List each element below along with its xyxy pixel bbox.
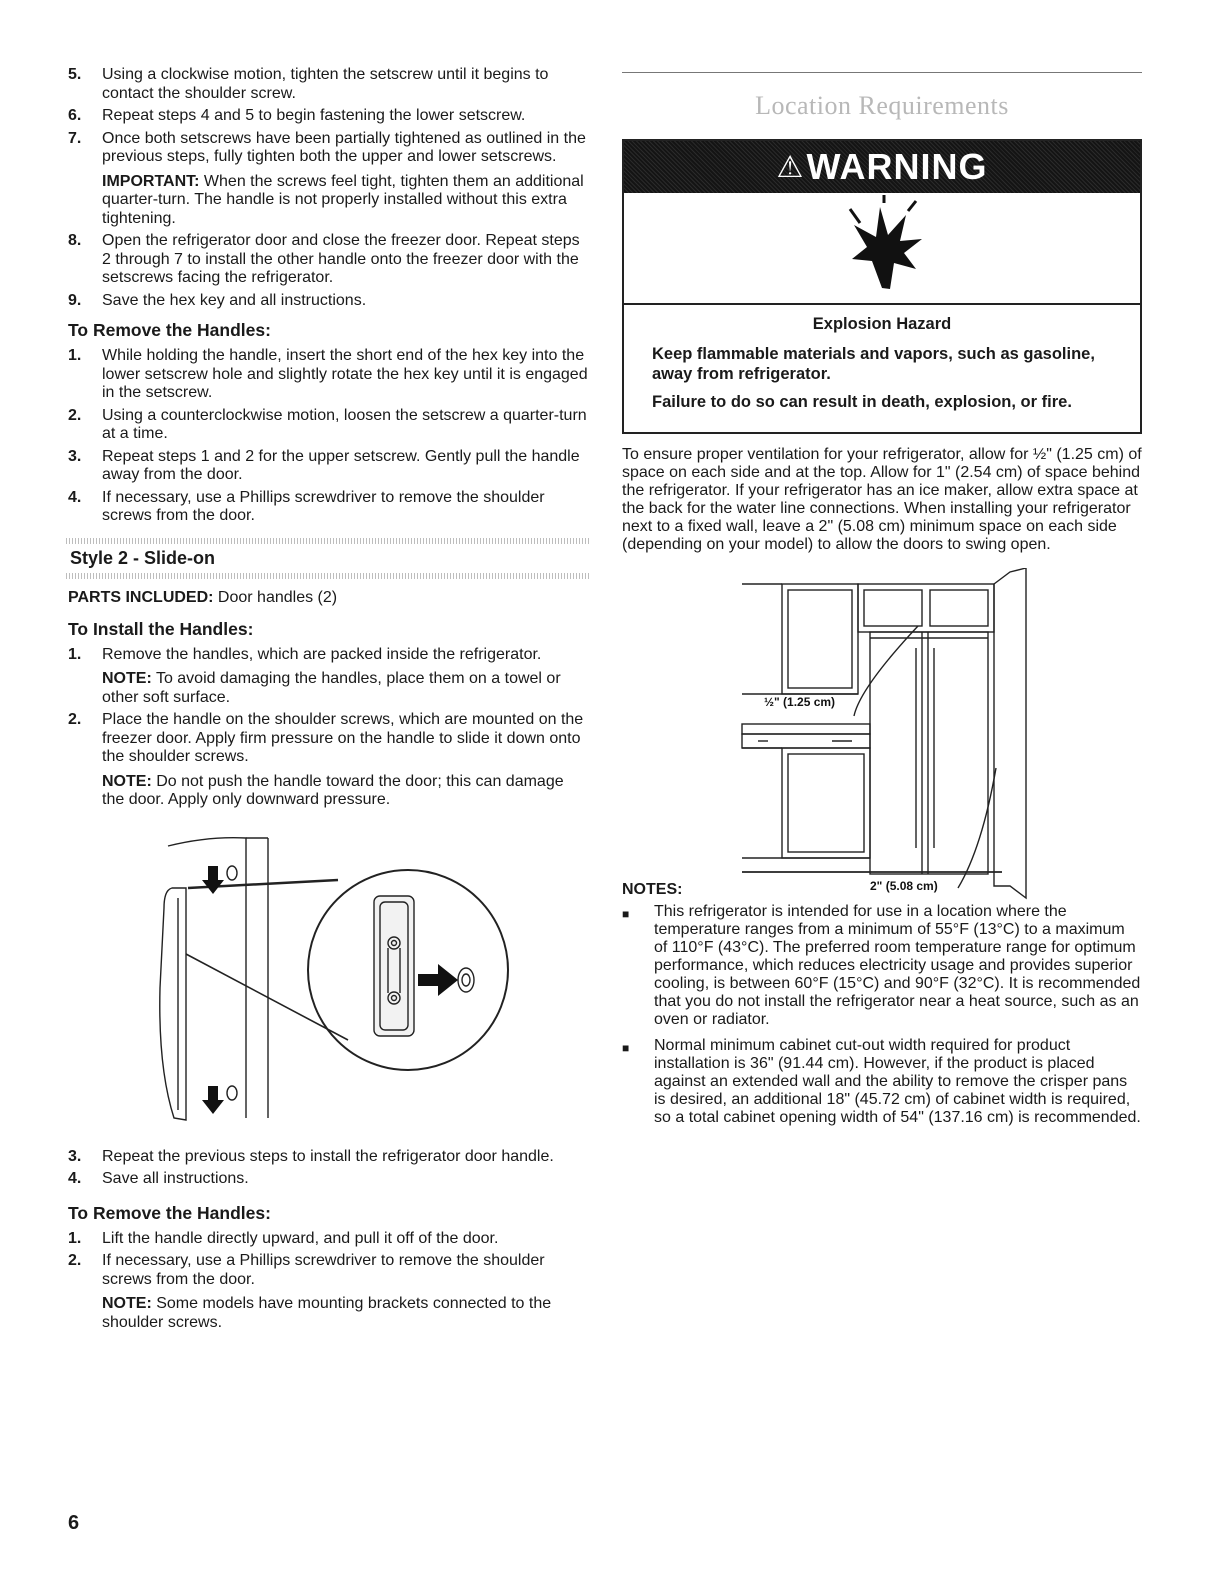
- remove-handles-list-2: [68, 1230, 588, 1333]
- remove-handles-list: [68, 347, 588, 526]
- style2-band: [66, 538, 590, 579]
- clearance-diagram-svg: [622, 568, 1142, 903]
- list-item: 1. Lift the handle directly upward, and pull it off of the door.: [68, 1229, 499, 1247]
- page-number: 6: [68, 1512, 80, 1534]
- warning-triangle-icon: ⚠: [776, 150, 805, 184]
- list-item: 9. Save the hex key and all instructions.: [68, 291, 367, 309]
- warning-line: Failure to do so can result in death, explosion, or fire.: [652, 393, 1072, 411]
- hazard-title: Explosion Hazard: [812, 315, 952, 333]
- list-item: 5. Using a clockwise motion, tighten the setscrew until it begins to contact the shoulder screw.: [68, 66, 549, 102]
- bullet-icon: ■: [622, 907, 630, 921]
- list-item: 4. If necessary, use a Phillips screwdriver to remove the shoulder screws from the door.: [68, 488, 545, 524]
- section-title: Location Requirements: [755, 91, 1009, 120]
- right-column: [622, 72, 1142, 1135]
- explosion-icon: [624, 193, 1140, 305]
- dim-label-two-inch: 2" (5.08 cm): [870, 879, 938, 893]
- list-item: 1. While holding the handle, insert the short end of the hex key into the lower setscrew hole and slightly rotate the hex key until it is engaged in the setscrew.: [68, 347, 588, 401]
- clearance-illustration: [622, 568, 1142, 903]
- dim-label-half-inch: ½" (1.25 cm): [764, 695, 836, 709]
- list-item: 3. Repeat steps 1 and 2 for the upper setscrew. Gently pull the handle away from the door.: [68, 447, 580, 483]
- warning-banner: [624, 141, 1140, 193]
- list-item: ■ This refrigerator is intended for use in a location where the temperature ranges from a minimum of 55°F (13°C) to a maximum of 110°F (43°C). The preferred room temperature range for optimum performance, which reduces electricity usage and provides superior cooling, is between 60°F (15°C) and 90°F (32°C). It is recommended that you do not install the refrigerator near a heat source, such as an oven or radiator.: [622, 903, 1141, 1028]
- list-item: 2. Using a counterclockwise motion, loosen the setscrew a quarter-turn at a time.: [68, 406, 587, 442]
- steps-continued: [68, 66, 588, 310]
- warning-line: Keep flammable materials and vapors, such as gasoline, away from refrigerator.: [652, 345, 1095, 383]
- list-item: 2. Place the handle on the shoulder screws, which are mounted on the freezer door. Apply firm pressure on the handle to slide it down onto the shoulder screws. NOTE: Do not push the handle toward the door; this can damage the door. Apply only downward pressure.: [68, 711, 584, 808]
- left-column: [68, 66, 588, 1336]
- list-item: 4. Save all instructions.: [68, 1170, 249, 1187]
- notes-heading: NOTES:: [622, 881, 683, 898]
- list-item: 7. Once both setscrews have been partially tightened as outlined in the previous steps, fully tighten both the upper and lower setscrews. IMPORTANT: When the screws feel tight, tighten them an additional quarter-turn. The handle is not properly installed without this extra tightening.: [68, 129, 586, 227]
- list-item: 2. If necessary, use a Phillips screwdriver to remove the shoulder screws from the door. NOTE: Some models have mounting brackets connected to the shoulder screws.: [68, 1252, 552, 1331]
- remove-handles-heading: To Remove the Handles:: [68, 320, 271, 340]
- ventilation-paragraph: To ensure proper ventilation for your refrigerator, allow for ½" (1.25 cm) of space on each side and at the top. Allow for 1" (2.54 cm) of space behind the refrigerator. If your refrigerator has an ice maker, allow extra space at the back for the water line connections. When installing your refrigerator next to a fixed wall, leave a 2" (5.08 cm) minimum space on each side (depending on your model) to allow the doors to swing open.: [622, 446, 1142, 553]
- list-item: 3. Repeat the previous steps to install the refrigerator door handle.: [68, 1147, 554, 1165]
- list-item: 6. Repeat steps 4 and 5 to begin fastening the lower setscrew.: [68, 107, 526, 124]
- handle-install-illustration: [68, 818, 588, 1148]
- list-item: 8. Open the refrigerator door and close the freezer door. Repeat steps 2 through 7 to install the other handle onto the freezer door with the setscrews facing the refrigerator.: [68, 232, 580, 286]
- bullet-icon: ■: [622, 1041, 630, 1055]
- install-handles-list: [68, 646, 588, 810]
- list-item: ■ Normal minimum cabinet cut-out width required for product installation is 36" (91.44 cm). However, if the product is placed against an extended wall and the ability to remove the crisper pans is desired, an additional 18" (45.72 cm) of cabinet width is required, so a total cabinet opening width of 54" (137.16 cm) is recommended.: [622, 1037, 1141, 1126]
- remove-handles-heading-2: To Remove the Handles:: [68, 1202, 271, 1223]
- warning-word: WARNING: [806, 146, 988, 187]
- install-handles-list-continued: [68, 1148, 588, 1189]
- install-handles-heading: To Install the Handles:: [68, 618, 254, 639]
- parts-included: PARTS INCLUDED: Door handles (2): [68, 588, 338, 606]
- divider: [622, 72, 1142, 73]
- style2-title: Style 2 - Slide-on: [70, 547, 216, 568]
- handle-diagram-svg: [68, 818, 588, 1148]
- warning-box: [622, 139, 1142, 434]
- list-item: 1. Remove the handles, which are packed inside the refrigerator. NOTE: To avoid damaging the handles, place them on a towel or other soft surface.: [68, 645, 561, 706]
